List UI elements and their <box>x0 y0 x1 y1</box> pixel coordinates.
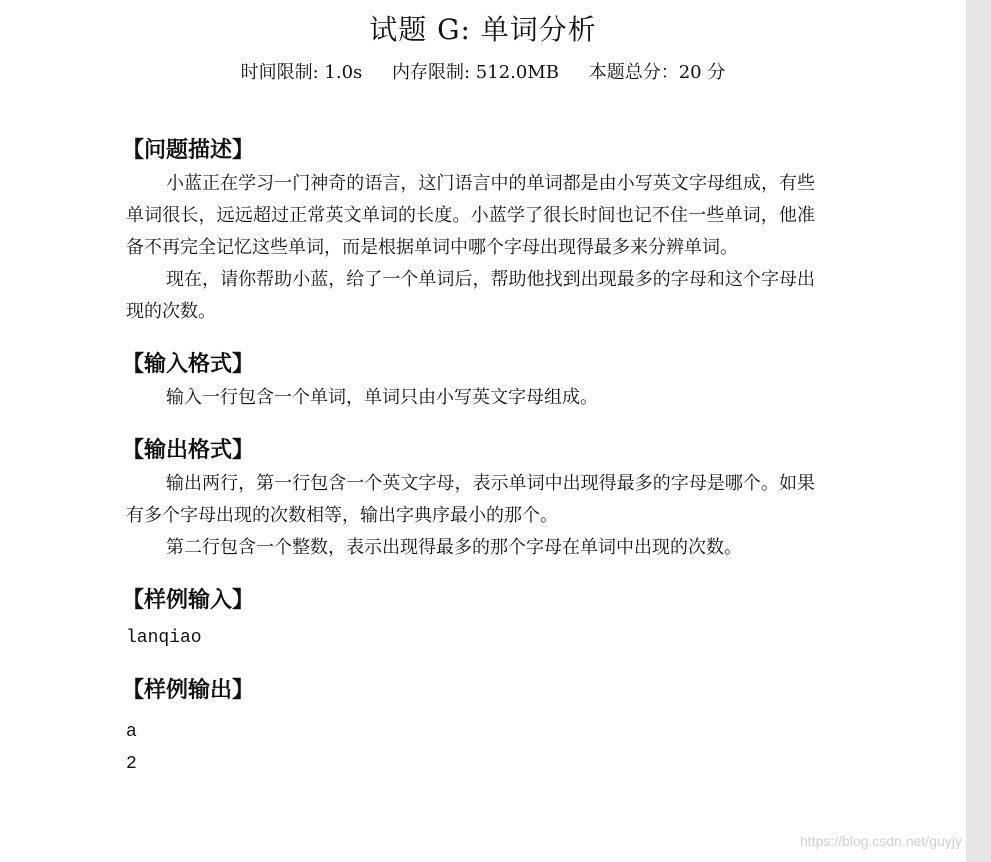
paragraph: 现在，请你帮助小蓝，给了一个单词后，帮助他找到出现最多的字母和这个字母出现的次数。 <box>126 269 815 322</box>
problem-title: 试题 G: 单词分析 <box>369 13 597 46</box>
sample-input-line: lanqiao <box>126 628 202 648</box>
total-score: 本题总分：20 分 <box>588 62 726 83</box>
paragraph: 输出两行，第一行包含一个英文字母，表示单词中出现得最多的字母是哪个。如果有多个字母出现的次数相等，输出字典序最小的那个。 <box>126 473 815 526</box>
sample-output-line: 2 <box>126 754 137 774</box>
problem-content <box>122 134 815 800</box>
paragraph: 第二行包含一个整数，表示出现得最多的那个字母在单词中出现的次数。 <box>166 537 742 558</box>
section-heading: 【输入格式】 <box>122 352 255 377</box>
section-output-format <box>122 434 815 564</box>
memory-limit: 内存限制: 512.0MB <box>392 62 559 83</box>
section-heading: 【问题描述】 <box>122 138 255 163</box>
watermark: https://blog.csdn.net/guyjy <box>800 833 962 849</box>
sample-output-line: a <box>126 722 137 742</box>
scrollbar-track[interactable] <box>966 0 991 862</box>
problem-meta <box>0 58 966 84</box>
section-sample-input <box>122 584 815 654</box>
section-heading: 【输出格式】 <box>122 438 255 463</box>
section-sample-output <box>122 674 815 780</box>
section-heading: 【样例输出】 <box>122 678 255 703</box>
section-description <box>122 134 815 328</box>
section-input-format <box>122 348 815 414</box>
time-limit: 时间限制: 1.0s <box>240 62 363 83</box>
paragraph: 小蓝正在学习一门神奇的语言，这门语言中的单词都是由小写英文字母组成，有些单词很长，远远超过正常英文单词的长度。小蓝学了很长时间也记不住一些单词，他准备不再完全记忆这些单词，而是根据单词中哪个字母出现得最多来分辨单词。 <box>126 173 815 258</box>
section-heading: 【样例输入】 <box>122 588 255 613</box>
paragraph: 输入一行包含一个单词，单词只由小写英文字母组成。 <box>166 387 598 408</box>
